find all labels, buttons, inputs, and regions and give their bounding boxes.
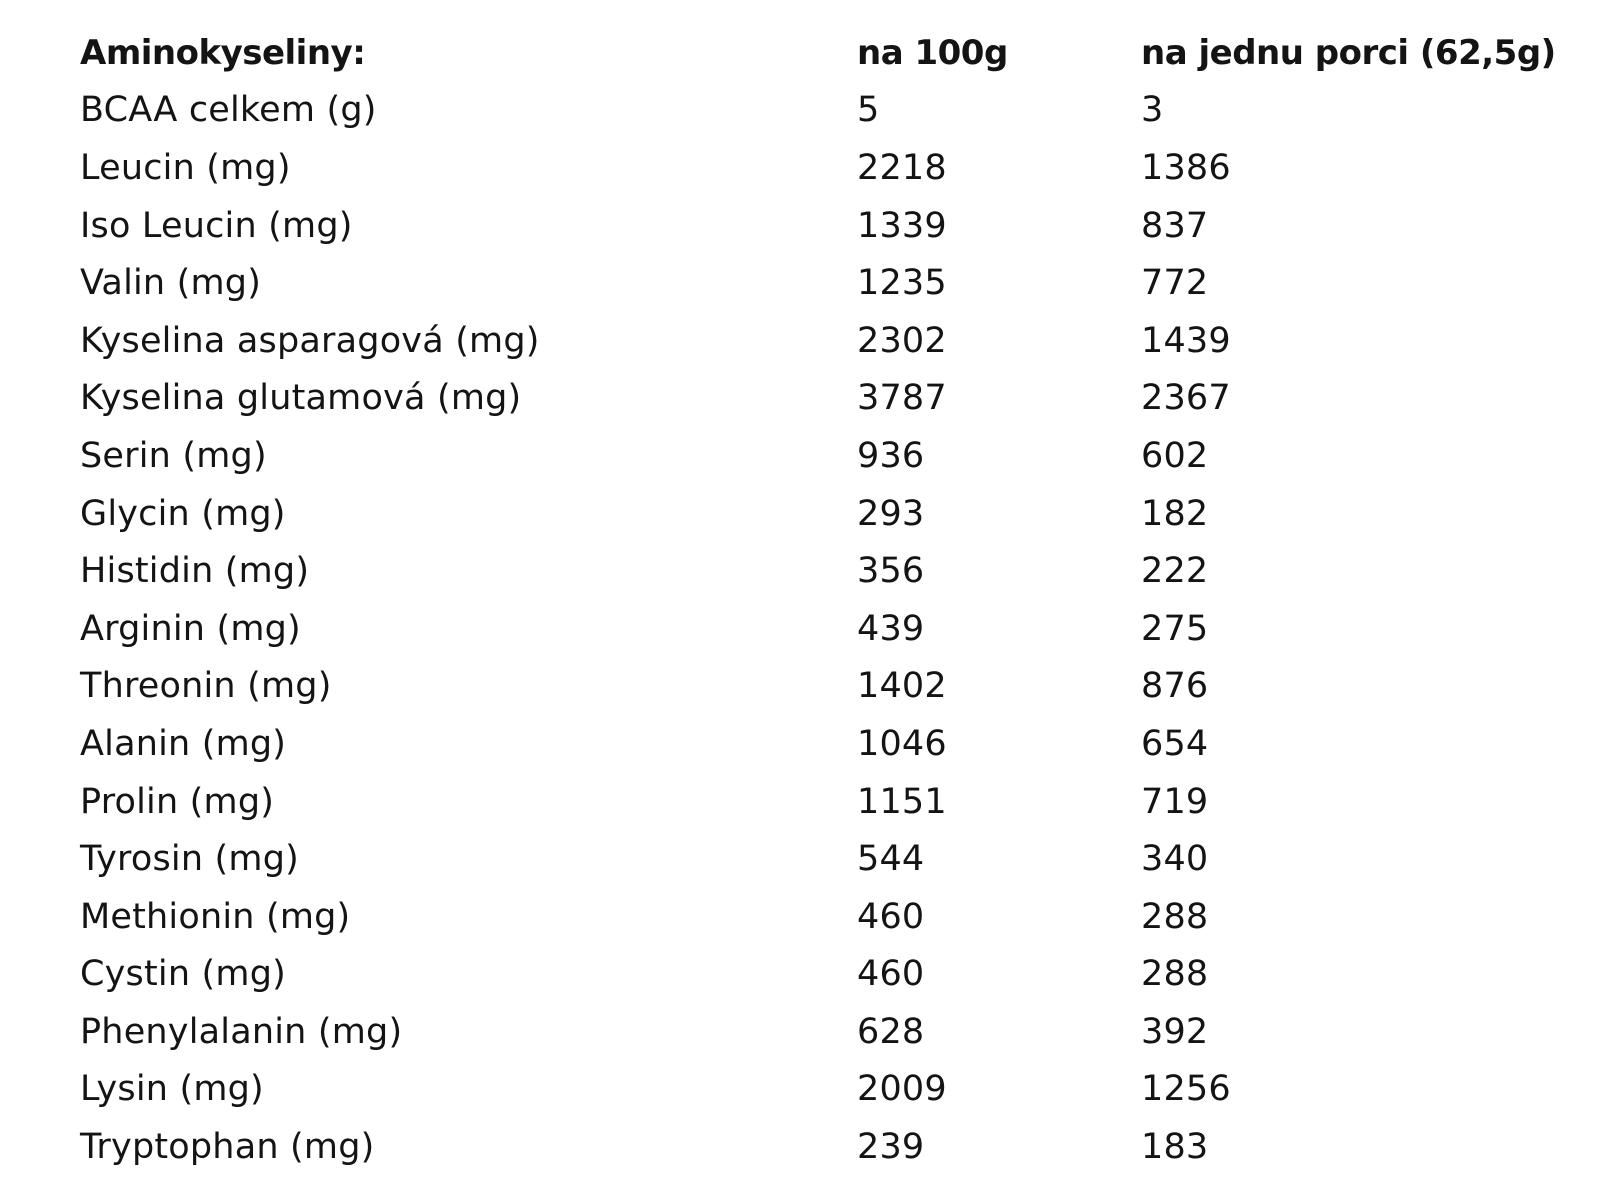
table-row: [80, 82, 1581, 140]
value-per-100g: 5: [857, 90, 880, 131]
value-per-serving: 183: [1141, 1127, 1209, 1168]
value-per-100g: 936: [857, 435, 925, 476]
value-per-100g: 439: [857, 608, 925, 649]
value-per-100g: 1046: [857, 723, 947, 764]
value-per-serving: 719: [1141, 781, 1209, 822]
value-per-serving: 340: [1141, 839, 1209, 880]
value-per-serving: 2367: [1141, 378, 1231, 419]
value-per-serving: 654: [1141, 723, 1209, 764]
table-row: [80, 1003, 1581, 1061]
value-per-100g: 239: [857, 1127, 925, 1168]
value-per-serving: 288: [1141, 896, 1209, 937]
value-per-100g: 1339: [857, 205, 947, 246]
table-row: [80, 254, 1581, 312]
value-per-serving: 837: [1141, 205, 1209, 246]
table-row: [80, 1118, 1581, 1176]
header-per-100g: na 100g: [857, 32, 1008, 73]
amino-acid-name: Kyselina glutamová (mg): [80, 378, 522, 419]
amino-acid-name: Lysin (mg): [80, 1069, 264, 1110]
header-per-serving: na jednu porci (62,5g): [1141, 32, 1556, 73]
value-per-serving: 182: [1141, 493, 1209, 534]
table-row: [80, 197, 1581, 255]
value-per-100g: 293: [857, 493, 925, 534]
amino-acid-name: Tyrosin (mg): [80, 839, 299, 880]
table-row: [80, 888, 1581, 946]
amino-acid-table: [80, 24, 1581, 1176]
amino-acid-name: Valin (mg): [80, 263, 262, 304]
table-row: [80, 1061, 1581, 1119]
value-per-serving: 1439: [1141, 320, 1231, 361]
table-row: [80, 312, 1581, 370]
amino-acid-name: Histidin (mg): [80, 551, 310, 592]
value-per-serving: 275: [1141, 608, 1209, 649]
value-per-serving: 392: [1141, 1011, 1209, 1052]
value-per-100g: 628: [857, 1011, 925, 1052]
value-per-100g: 3787: [857, 378, 947, 419]
value-per-serving: 1386: [1141, 147, 1231, 188]
value-per-100g: 544: [857, 839, 925, 880]
table-row: [80, 830, 1581, 888]
table-row: [80, 485, 1581, 543]
table-row: [80, 427, 1581, 485]
value-per-serving: 602: [1141, 435, 1209, 476]
value-per-serving: 876: [1141, 666, 1209, 707]
table-row: [80, 600, 1581, 658]
amino-acid-name: Threonin (mg): [80, 666, 332, 707]
amino-acid-name: Methionin (mg): [80, 896, 351, 937]
table-row: [80, 139, 1581, 197]
table-row: [80, 773, 1581, 831]
value-per-100g: 2302: [857, 320, 947, 361]
value-per-100g: 2218: [857, 147, 947, 188]
value-per-serving: 3: [1141, 90, 1164, 131]
table-row: [80, 658, 1581, 716]
value-per-100g: 1151: [857, 781, 947, 822]
table-row: [80, 715, 1581, 773]
amino-acid-name: Serin (mg): [80, 435, 267, 476]
amino-acid-name: Iso Leucin (mg): [80, 205, 353, 246]
value-per-100g: 1402: [857, 666, 947, 707]
amino-acid-name: Tryptophan (mg): [80, 1127, 375, 1168]
value-per-100g: 460: [857, 954, 925, 995]
amino-acid-name: Glycin (mg): [80, 493, 286, 534]
amino-acid-name: Leucin (mg): [80, 147, 291, 188]
value-per-serving: 288: [1141, 954, 1209, 995]
value-per-serving: 222: [1141, 551, 1209, 592]
value-per-100g: 2009: [857, 1069, 947, 1110]
table-row: [80, 542, 1581, 600]
amino-acid-name: Kyselina asparagová (mg): [80, 320, 540, 361]
amino-acid-name: Prolin (mg): [80, 781, 275, 822]
value-per-serving: 1256: [1141, 1069, 1231, 1110]
table-row: [80, 946, 1581, 1004]
value-per-100g: 460: [857, 896, 925, 937]
header-row: [80, 24, 1581, 82]
header-amino-acid: Aminokyseliny:: [80, 32, 366, 73]
value-per-100g: 356: [857, 551, 925, 592]
amino-acid-name: Alanin (mg): [80, 723, 287, 764]
amino-acid-name: BCAA celkem (g): [80, 90, 377, 131]
table-body: [80, 82, 1581, 1176]
table-row: [80, 370, 1581, 428]
amino-acid-name: Cystin (mg): [80, 954, 286, 995]
value-per-100g: 1235: [857, 263, 947, 304]
value-per-serving: 772: [1141, 263, 1209, 304]
amino-acid-name: Arginin (mg): [80, 608, 301, 649]
amino-acid-name: Phenylalanin (mg): [80, 1011, 403, 1052]
